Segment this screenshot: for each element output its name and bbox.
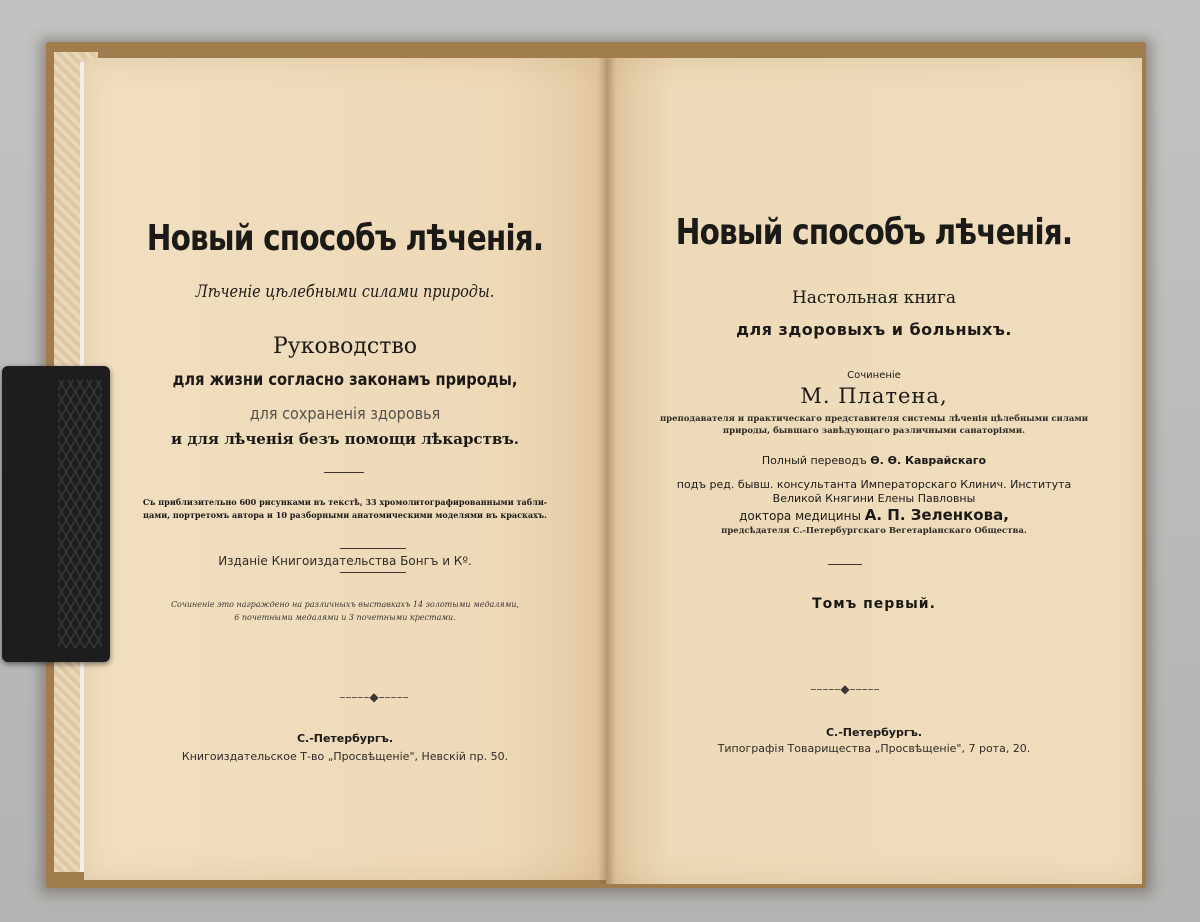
right-city: С.-Петербургъ. xyxy=(825,726,923,739)
left-publisher: Изданіе Книгоиздательства Бонгъ и Кº. xyxy=(218,554,472,568)
right-translation-prefix: Полный переводъ xyxy=(761,454,867,467)
left-award-2: 6 почетными медалями и 3 почетными крестами. xyxy=(234,613,456,622)
strap-stitching xyxy=(58,380,102,648)
right-doctor-prefix: доктора медицины xyxy=(739,509,861,523)
right-title: Новый способъ лѣченія. xyxy=(675,212,1073,253)
left-subtitle: Лѣченіе цѣлебными силами природы. xyxy=(195,282,495,302)
right-doctor-name: А. П. Зеленкова, xyxy=(864,506,1009,524)
left-page xyxy=(84,58,606,880)
right-ornament-icon: –––––◆––––– xyxy=(810,682,880,696)
left-rule-3 xyxy=(340,572,406,573)
right-doctor xyxy=(606,506,1142,524)
right-editor-1: подъ ред. бывш. консультанта Императорскаго Клинич. Института xyxy=(676,478,1072,491)
right-volume: Томъ первый. xyxy=(812,596,936,612)
left-ornament-icon: –––––◆––––– xyxy=(339,690,409,704)
right-author-desc-1: преподавателя и практическаго представителя системы лѣченія цѣлебными силами xyxy=(659,414,1089,424)
right-work-label: Сочиненіе xyxy=(847,370,901,381)
right-doctor-desc: предсѣдателя С.-Петербургскаго Вегетаріанскаго Общества. xyxy=(721,526,1027,536)
left-line-1: для жизни согласно законамъ природы, xyxy=(172,370,518,390)
right-page xyxy=(606,58,1142,884)
left-line-3: и для лѣченія безъ помощи лѣкарствъ. xyxy=(170,430,520,448)
left-line-2: для сохраненія здоровья xyxy=(249,404,441,423)
left-heading: Руководство xyxy=(272,334,418,359)
right-author: М. Платена, xyxy=(800,384,948,408)
left-note-1: Съ приблизительно 600 рисунками въ текстѣ, 33 хромолитографированными табли- xyxy=(142,498,548,508)
left-rule-1 xyxy=(324,472,364,473)
right-translator: Ѳ. Ѳ. Каврайскаго xyxy=(870,454,987,467)
right-subtitle-1: Настольная книга xyxy=(791,288,957,308)
left-imprint: Книгоиздательское Т-во „Просвѣщеніе", Невскій пр. 50. xyxy=(181,750,509,763)
right-editor-2: Великой Княгини Елены Павловны xyxy=(772,492,976,505)
left-note-2: цами, портретомъ автора и 10 разборными анатомическими моделями въ краскахъ. xyxy=(143,511,547,521)
left-rule-2 xyxy=(340,548,406,549)
left-city: С.-Петербургъ. xyxy=(296,732,394,745)
right-subtitle-2: для здоровыхъ и больныхъ. xyxy=(736,320,1012,339)
book-gutter xyxy=(598,58,616,884)
right-rule xyxy=(828,564,862,565)
left-title: Новый способъ лѣченія. xyxy=(146,218,544,259)
right-imprint: Типографія Товарищества „Просвѣщеніе", 7 рота, 20. xyxy=(717,742,1031,755)
left-award-1: Сочиненіе это награждено на различныхъ выставкахъ 14 золотыми медалями, xyxy=(170,600,520,609)
right-translation xyxy=(606,454,1142,467)
right-author-desc-2: природы, бывшаго завѣдующаго различными санаторіями. xyxy=(722,426,1026,436)
